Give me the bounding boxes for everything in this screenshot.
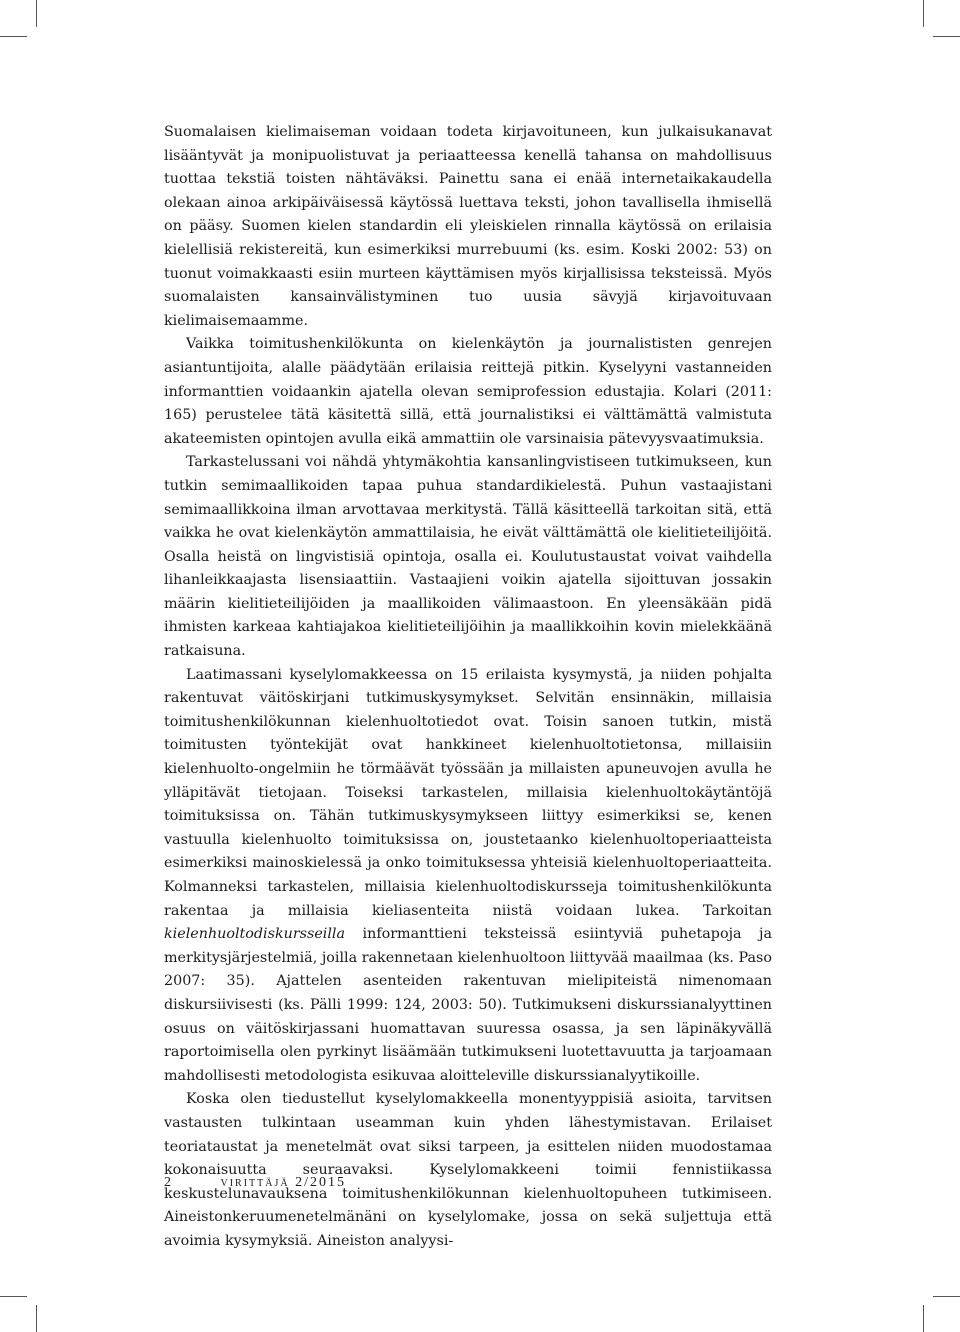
text-run: Tarkastelussani voi nähdä yhtymäkohtia kansanlingvistiseen tutkimukseen, kun tutkin semimaallikoiden tapaa puhua standardikielestä. Puhun vastaajistani semimaallikkoina ilman arvottavaa merkitystä. Tällä käsitteellä tarkoitan sitä, että vaikka he ovat kielenkäytön ammattilaisia, he eivät välttämättä ole kielitieteilijöitä. Osalla heistä on lingvistisiä opintoja, osalla ei. Koulutustaustat voivat vaihdella lihanleikkaajasta lisensiaattiin. Vastaajieni voikin ajatella sijoittuvan jossakin määrin kielitieteilijöiden ja maallikoiden välimaastoon. En yleensäkään pidä ihmisten karkeaa kahtiajakoa kielitieteilijöihin ja maallikkoihin kovin mielekkäänä ratkaisuna. — [164, 454, 772, 660]
crop-mark-top-right — [923, 0, 924, 27]
italic-term: kielenhuoltodiskursseilla — [164, 926, 346, 943]
crop-mark-bottom-right-h — [933, 1296, 960, 1297]
crop-mark-top-left — [36, 0, 37, 27]
text-run: Vaikka toimitushenkilökunta on kielenkäytön ja journalististen genrejen asiantuntijoita, alalle päädytään erilaisia reittejä pitkin. Kyselyyni vastanneiden informanttien voidaankin ajatella olevan semiprofession edustajia. Kolari (2011: 165) perustelee tätä käsitettä sillä, että journalistiksi ei välttämättä valmistuta akateemisten opintojen avulla eikä ammattiin ole varsinaisia pätevyysvaatimuksia. — [164, 336, 772, 447]
paragraph — [164, 333, 772, 451]
text-run: Suomalaisen kielimaiseman voidaan todeta kirjavoituneen, kun julkaisukanavat lisääntyvät ja monipuolistuvat ja periaatteessa kenellä tahansa on mahdollisuus tuottaa tekstiä toisten nähtäväksi. Painettu sana ei enää internetaikakaudella olekaan ainoa arkipäiväisessä käytössä luettava teksti, johon tavallisella ihmisellä on pääsy. Suomen kielen standardin eli yleiskielen rinnalla käytössä on erilaisia kielellisiä rekistereitä, kun esimerkiksi murrebuumi (ks. esim. Koski 2002: 53) on tuonut voimakkaasti esiin murteen käyttämisen myös kirjallisissa teksteissä. Myös suomalaisten kansainvälistyminen tuo uusia sävyjä kirjavoituvaan kielimaisemaamme. — [164, 124, 772, 329]
paragraph — [164, 664, 772, 1089]
page-number: 2 — [164, 1175, 171, 1190]
crop-mark-bottom-left-h — [0, 1296, 27, 1297]
paragraph — [164, 121, 772, 333]
paragraph — [164, 1088, 772, 1253]
crop-mark-bottom-left — [36, 1305, 37, 1332]
journal-issue: virittäjä 2/2015 — [220, 1175, 346, 1190]
crop-mark-top-right-h — [933, 36, 960, 37]
crop-mark-top-left-h — [0, 36, 27, 37]
text-run: Laatimassani kyselylomakkeessa on 15 erilaista kysymystä, ja niiden pohjalta rakentuvat väitöskirjani tutkimuskysymykset. Selvitän ensinnäkin, millaisia toimitushenkilökunnan kielenhuoltotiedot ovat. Toisin sanoen tutkin, mistä toimitusten työntekijät ovat hankkineet kielenhuoltotietonsa, millaisiin kielenhuolto-ongelmiin he törmäävät työssään ja millaisten apuneuvojen avulla he ylläpitävät tietojaan. Toiseksi tarkastelen, millaisia kielenhuoltokäytäntöjä toimituksissa on. Tähän tutkimuskysymykseen liittyy esimerkiksi se, kenen vastuulla kielenhuolto toimituksissa on, joustetaanko kielenhuoltoperiaatteista esimerkiksi mainoskielessä ja onko toimituksessa yhteisiä kielenhuoltoperiaatteita. Kolmanneksi tarkastelen, millaisia kielenhuoltodiskursseja toimitushenkilökunta rakentaa ja millaisia kieliasenteita niistä voidaan lukea. Tarkoitan — [164, 666, 772, 919]
text-run: Koska olen tiedustellut kyselylomakkeella monentyyppisiä asioita, tarvitsen vastausten tulkintaan useamman kuin yhden lähestymistavan. Erilaiset teoriataustat ja menetelmät ovat siksi tarpeen, ja esittelen niiden muodostamaa kokonaisuutta seuraavaksi. Kyselylomakkeeni toimii fennistiikassa keskustelunavauksena toimitushenkilökunnan kielenhuoltopuheen tutkimiseen. Aineistonkeruumenetelmänäni on kyselylomake, jossa on sekä suljettuja että avoimia kysymyksiä. Aineiston analyysi- — [164, 1091, 772, 1249]
text-run: informanttieni teksteissä esiintyviä puhetapoja ja merkitysjärjestelmiä, joilla rakennetaan kielenhuoltoon liittyvää maailmaa (ks. Paso 2007: 35). Ajattelen asenteiden rakentuvan mielipiteistä nimenomaan diskursiivisesti (ks. Pälli 1999: 124, 2003: 50). Tutkimukseni diskurssianalyyttinen osuus on väitöskirjassani huomattavan suuressa osassa, ja sen läpinäkyvällä raportoimisella olen pyrkinyt lisäämään tutkimukseni luotettavuutta ja tarjoamaan mahdollisesti metodologista esikuvaa aloitteleville diskurssianalyytikoille. — [164, 926, 772, 1084]
page-footer — [164, 1175, 346, 1191]
crop-mark-bottom-right — [923, 1305, 924, 1332]
paragraph — [164, 451, 772, 663]
body-text — [164, 121, 772, 1254]
